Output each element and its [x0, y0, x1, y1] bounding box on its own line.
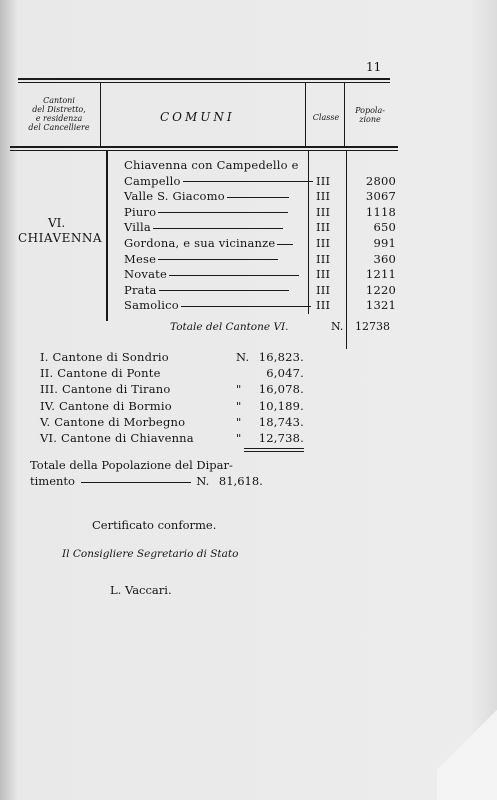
summary-mark: N. [236, 350, 250, 364]
summary-label: I. Cantone di Sondrio [40, 350, 169, 364]
header-bottom-rule-2 [10, 150, 398, 151]
leader-dash [227, 197, 289, 198]
header-cantoni-line: e residenza [35, 114, 83, 123]
summary-rule-2 [244, 451, 304, 452]
totale-popolazione-mark: N. [196, 474, 210, 488]
comune-name: Valle S. Giacomo [124, 189, 225, 204]
leader-dash [183, 181, 313, 182]
canton-number: VI. [48, 216, 66, 230]
table-row [124, 236, 295, 250]
column-divider [346, 151, 347, 349]
header-comuni: COMUNI [160, 110, 235, 124]
totale-popolazione-line1: Totale della Popolazione del Dipar- [30, 458, 233, 472]
summary-mark: " [236, 414, 242, 429]
comune-name: Piuro [124, 204, 157, 219]
summary-value: 10,189. [258, 398, 304, 413]
classe-cell: III [316, 251, 331, 266]
summary-row [40, 399, 172, 413]
summary-label: III. Cantone di Tirano [40, 382, 171, 397]
popolazione-cell: 1220 [365, 282, 396, 297]
summary-value: 6,047. [266, 366, 304, 381]
popolazione-cell: 1321 [365, 298, 396, 313]
certificato-text: Certificato conforme. [92, 518, 217, 532]
summary-label: IV. Cantone di Bormio [40, 398, 172, 413]
leader-dash [169, 275, 299, 276]
header-cantoni-line: del Distretto, [32, 105, 86, 114]
leader-dash [158, 212, 288, 213]
summary-row [40, 350, 169, 364]
totale-popolazione-value: 81,618. [218, 474, 263, 488]
column-divider [344, 83, 345, 146]
totale-cantone-value: 12738 [355, 320, 390, 333]
popolazione-cell: 360 [373, 251, 396, 266]
classe-cell: III [316, 204, 331, 219]
summary-value: 16,823. [258, 350, 304, 364]
popolazione-cell: 650 [373, 220, 396, 235]
summary-row [40, 382, 171, 396]
header-cantoni-line: del Cancelliere [28, 123, 90, 132]
summary-label: II. Cantone di Ponte [40, 366, 161, 381]
consigliere-text: Il Consigliere Segretario di Stato [62, 548, 239, 560]
classe-cell: III [316, 236, 331, 250]
summary-mark: " [236, 382, 242, 397]
popolazione-cell: 991 [373, 236, 396, 250]
table-row [124, 267, 301, 281]
signature-text: L. Vaccari. [110, 583, 172, 597]
totale-popolazione-line2 [30, 474, 263, 488]
popolazione-cell: 1118 [365, 204, 396, 219]
popolazione-cell: 2800 [365, 173, 396, 188]
folded-page-corner [437, 680, 497, 800]
summary-row [40, 431, 194, 445]
header-cantoni [20, 96, 98, 132]
table-row [124, 220, 285, 234]
comune-name: Gordona, e sua vicinanze [124, 236, 276, 250]
table-row [124, 174, 315, 188]
comune-name: Samolico [124, 298, 179, 313]
totale-cantone-label: Totale del Cantone VI. [170, 321, 289, 333]
classe-cell: III [316, 173, 331, 188]
table-row [124, 298, 313, 312]
leader-dash [159, 290, 289, 291]
column-divider [106, 151, 108, 321]
header-bottom-rule [10, 146, 398, 148]
classe-cell: III [316, 282, 331, 297]
summary-label: VI. Cantone di Chiavenna [40, 431, 194, 445]
comune-name: Novate [124, 267, 167, 282]
summary-row [40, 366, 161, 380]
table-row [124, 189, 291, 203]
comune-name: Mese [124, 251, 157, 266]
summary-value: 18,743. [258, 414, 304, 429]
table-row [124, 252, 280, 266]
header-classe: Classe [312, 113, 340, 122]
summary-row [40, 415, 185, 429]
popolazione-cell: 3067 [365, 189, 396, 204]
summary-value: 12,738. [258, 431, 304, 445]
leader-dash [81, 482, 191, 483]
page-number: 11 [366, 60, 382, 74]
classe-cell: III [316, 267, 331, 282]
column-divider [100, 83, 101, 146]
summary-value: 16,078. [258, 382, 304, 397]
header-popolazione [348, 106, 392, 124]
leader-dash [277, 244, 293, 245]
comune-name: Prata [124, 282, 157, 297]
table-top-rule-2 [18, 82, 390, 83]
leader-dash [158, 259, 278, 260]
comune-name: Chiavenna con Campedello e [124, 158, 299, 172]
header-popolazione-line: zione [359, 115, 381, 124]
column-divider [305, 83, 306, 146]
comune-name: Campello [124, 173, 181, 188]
summary-label: V. Cantone di Morbegno [40, 414, 186, 429]
table-row [124, 283, 291, 297]
comune-name: Villa [124, 220, 151, 235]
classe-cell: III [316, 220, 331, 235]
summary-rule [244, 448, 304, 449]
table-top-rule [18, 78, 390, 80]
header-cantoni-line: Cantoni [43, 96, 75, 105]
totale-cantone-prefix: N. [331, 320, 344, 333]
table-row [124, 158, 299, 172]
popolazione-cell: 1211 [365, 267, 396, 282]
summary-mark: " [236, 431, 242, 445]
leader-dash [181, 306, 311, 307]
leader-dash [153, 228, 283, 229]
classe-cell: III [316, 189, 331, 204]
table-row [124, 205, 290, 219]
summary-mark: " [236, 398, 242, 413]
totale-popolazione-word: timento [30, 474, 75, 488]
header-popolazione-line: Popola- [355, 106, 385, 115]
canton-name: CHIAVENNA [18, 231, 103, 245]
classe-cell: III [316, 298, 331, 313]
